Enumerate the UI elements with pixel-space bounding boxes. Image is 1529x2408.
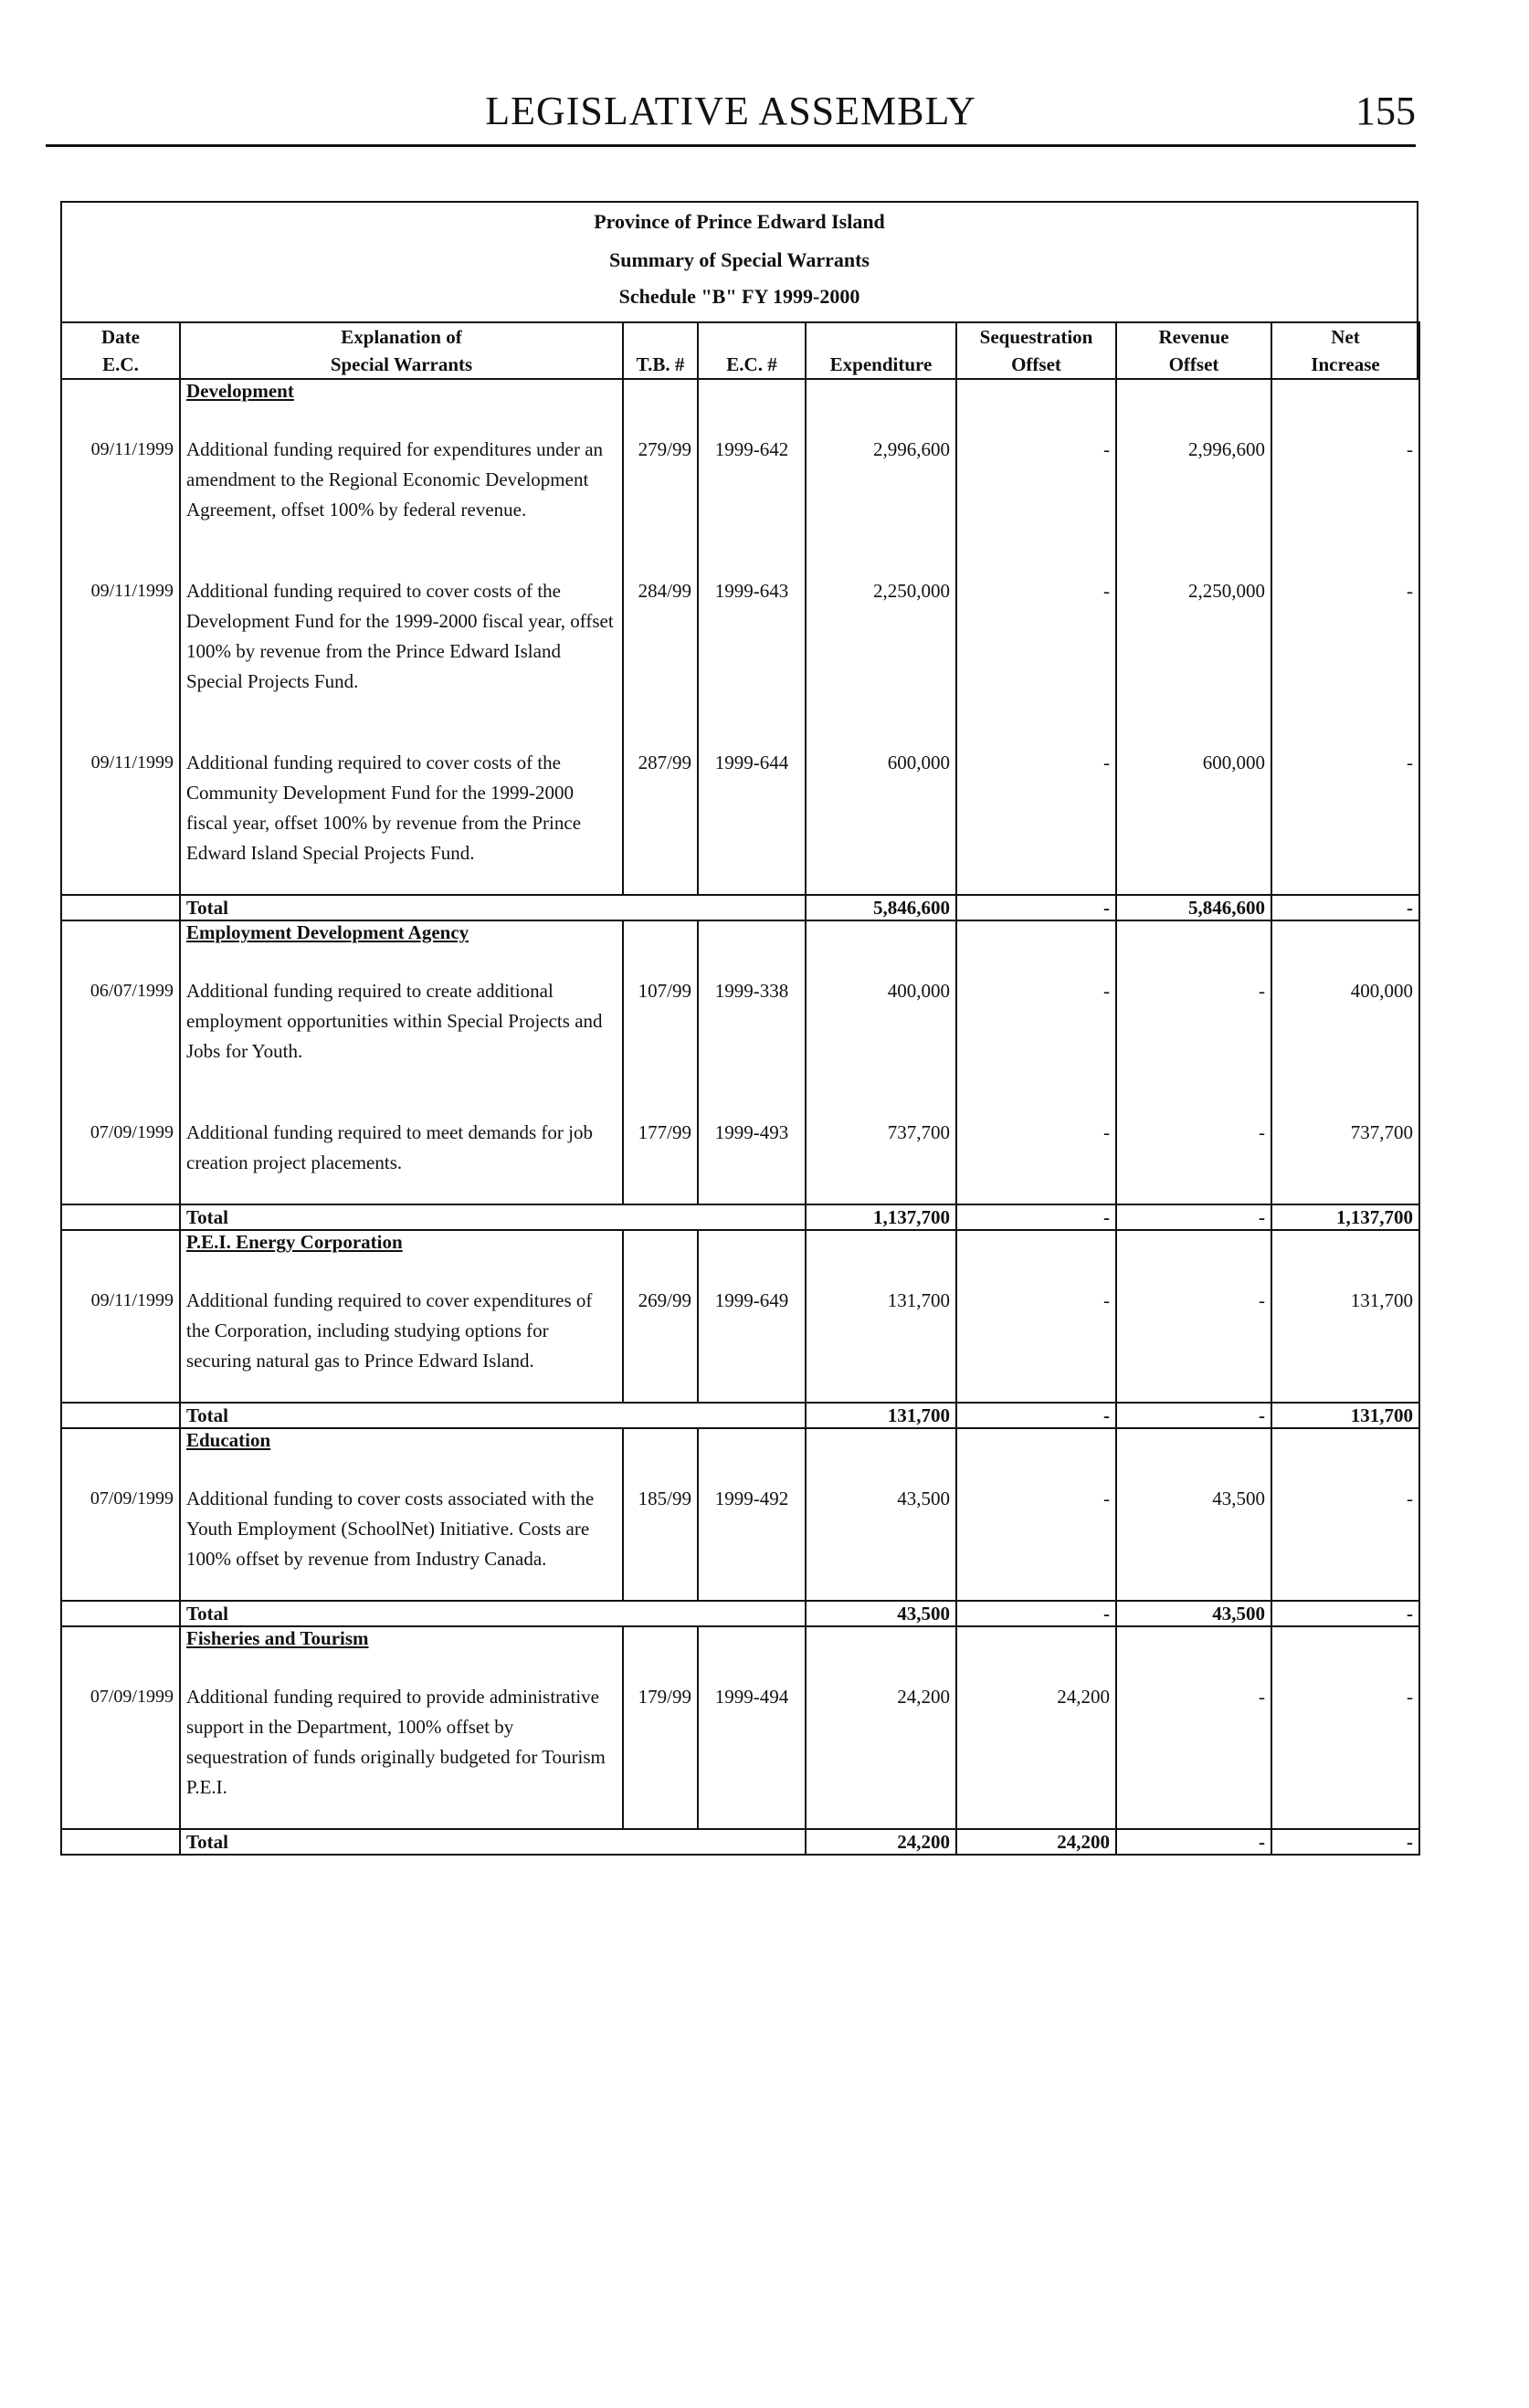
warrant-ec-number: 1999-649 — [698, 1260, 806, 1403]
section-date-empty — [61, 1230, 180, 1260]
warrant-explanation: Additional funding required to create additional employment opportunities within Special Projects and Jobs for Youth. — [180, 951, 623, 1092]
section-empty-cell — [956, 379, 1116, 409]
warrant-tb-number: 284/99 — [623, 551, 698, 722]
section-empty-cell — [623, 920, 698, 951]
section-empty-cell — [806, 1230, 956, 1260]
section-header-row — [61, 1626, 1419, 1656]
column-header-row — [61, 322, 1419, 379]
col-header-sequestration: Sequestration Offset — [956, 322, 1116, 379]
section-empty-cell — [698, 1428, 806, 1458]
section-date-empty — [61, 1428, 180, 1458]
warrant-date: 09/11/1999 — [61, 1260, 180, 1403]
total-expenditure: 43,500 — [806, 1601, 956, 1626]
total-revenue: - — [1116, 1204, 1271, 1230]
col-header-revenue: Revenue Offset — [1116, 322, 1271, 379]
warrant-tb-number: 177/99 — [623, 1092, 698, 1204]
warrant-net-increase: 400,000 — [1271, 951, 1419, 1092]
section-empty-cell — [1116, 1230, 1271, 1260]
total-expenditure: 24,200 — [806, 1829, 956, 1855]
warrant-explanation: Additional funding required to cover costs of the Community Development Fund for the 1999-2000 fiscal year, offset 100% by revenue from the Prince Edward Island Special Projects Fund. — [180, 722, 623, 895]
total-date-empty — [61, 1601, 180, 1626]
total-date-empty — [61, 895, 180, 920]
table-row — [61, 409, 1419, 551]
section-empty-cell — [956, 1626, 1116, 1656]
warrant-explanation: Additional funding required to meet demands for job creation project placements. — [180, 1092, 623, 1204]
warrant-ec-number: 1999-338 — [698, 951, 806, 1092]
warrant-net-increase: - — [1271, 1458, 1419, 1601]
warrant-net-increase: - — [1271, 1656, 1419, 1829]
section-empty-cell — [698, 920, 806, 951]
warrant-net-increase: 131,700 — [1271, 1260, 1419, 1403]
section-empty-cell — [1116, 379, 1271, 409]
warrant-explanation: Additional funding to cover costs associated with the Youth Employment (SchoolNet) Initiative. Costs are 100% offset by revenue from Industry Canada. — [180, 1458, 623, 1601]
section-empty-cell — [1116, 1428, 1271, 1458]
total-label: Total — [180, 1403, 806, 1428]
warrant-tb-number: 269/99 — [623, 1260, 698, 1403]
total-date-empty — [61, 1403, 180, 1428]
total-expenditure: 1,137,700 — [806, 1204, 956, 1230]
total-label: Total — [180, 1204, 806, 1230]
total-row — [61, 895, 1419, 920]
warrant-revenue-offset: 2,250,000 — [1116, 551, 1271, 722]
warrant-revenue-offset: - — [1116, 951, 1271, 1092]
section-empty-cell — [806, 1626, 956, 1656]
warrant-ec-number: 1999-494 — [698, 1656, 806, 1829]
total-row — [61, 1601, 1419, 1626]
total-row — [61, 1829, 1419, 1855]
warrant-revenue-offset: 2,996,600 — [1116, 409, 1271, 551]
warrant-tb-number: 185/99 — [623, 1458, 698, 1601]
warrant-tb-number: 279/99 — [623, 409, 698, 551]
section-empty-cell — [698, 379, 806, 409]
total-sequestration: - — [956, 1601, 1116, 1626]
section-empty-cell — [623, 1230, 698, 1260]
total-label: Total — [180, 895, 806, 920]
total-sequestration: - — [956, 1403, 1116, 1428]
warrant-sequestration-offset: - — [956, 1092, 1116, 1204]
section-empty-cell — [1271, 1428, 1419, 1458]
total-sequestration: 24,200 — [956, 1829, 1116, 1855]
table-row — [61, 951, 1419, 1092]
section-name-cell — [180, 1230, 623, 1260]
page-number: 155 — [1355, 89, 1416, 133]
warrant-sequestration-offset: - — [956, 409, 1116, 551]
warrant-expenditure: 737,700 — [806, 1092, 956, 1204]
section-empty-cell — [623, 1428, 698, 1458]
section-empty-cell — [806, 920, 956, 951]
section-name-cell — [180, 1626, 623, 1656]
total-expenditure: 131,700 — [806, 1403, 956, 1428]
section-name: P.E.I. Energy Corporation — [186, 1231, 403, 1253]
page-title: LEGISLATIVE ASSEMBLY — [485, 89, 976, 133]
section-name: Development — [186, 380, 294, 402]
total-expenditure: 5,846,600 — [806, 895, 956, 920]
warrants-table — [60, 321, 1420, 1856]
warrant-revenue-offset: - — [1116, 1656, 1271, 1829]
col-header-ec: E.C. # — [698, 322, 806, 379]
warrant-date: 07/09/1999 — [61, 1458, 180, 1601]
section-name-cell — [180, 379, 623, 409]
warrant-net-increase: 737,700 — [1271, 1092, 1419, 1204]
section-empty-cell — [956, 1428, 1116, 1458]
warrant-explanation: Additional funding required to cover expenditures of the Corporation, including studying options for securing natural gas to Prince Edward Island. — [180, 1260, 623, 1403]
table-body — [61, 379, 1419, 1855]
warrant-date: 09/11/1999 — [61, 551, 180, 722]
warrant-expenditure: 2,996,600 — [806, 409, 956, 551]
total-revenue: 5,846,600 — [1116, 895, 1271, 920]
section-empty-cell — [623, 1626, 698, 1656]
warrant-expenditure: 131,700 — [806, 1260, 956, 1403]
warrant-date: 09/11/1999 — [61, 722, 180, 895]
table-row — [61, 722, 1419, 895]
total-sequestration: - — [956, 1204, 1116, 1230]
table-row — [61, 1092, 1419, 1204]
section-empty-cell — [698, 1626, 806, 1656]
section-date-empty — [61, 379, 180, 409]
total-label: Total — [180, 1601, 806, 1626]
warrant-ec-number: 1999-644 — [698, 722, 806, 895]
total-net: 131,700 — [1271, 1403, 1419, 1428]
section-empty-cell — [1271, 1230, 1419, 1260]
section-empty-cell — [623, 379, 698, 409]
warrant-revenue-offset: 43,500 — [1116, 1458, 1271, 1601]
total-date-empty — [61, 1204, 180, 1230]
total-net: 1,137,700 — [1271, 1204, 1419, 1230]
warrant-net-increase: - — [1271, 722, 1419, 895]
section-header-row — [61, 1428, 1419, 1458]
total-row — [61, 1204, 1419, 1230]
table-row — [61, 1458, 1419, 1601]
col-header-date: Date E.C. — [61, 322, 180, 379]
col-header-net: Net Increase — [1271, 322, 1419, 379]
warrant-explanation: Additional funding required to cover costs of the Development Fund for the 1999-2000 fiscal year, offset 100% by revenue from the Prince Edward Island Special Projects Fund. — [180, 551, 623, 722]
section-empty-cell — [806, 1428, 956, 1458]
warrant-date: 06/07/1999 — [61, 951, 180, 1092]
warrant-sequestration-offset: - — [956, 1260, 1116, 1403]
total-revenue: - — [1116, 1403, 1271, 1428]
section-empty-cell — [1116, 1626, 1271, 1656]
section-empty-cell — [956, 920, 1116, 951]
section-empty-cell — [1116, 920, 1271, 951]
warrant-date: 07/09/1999 — [61, 1092, 180, 1204]
warrant-expenditure: 400,000 — [806, 951, 956, 1092]
section-date-empty — [61, 920, 180, 951]
warrant-ec-number: 1999-493 — [698, 1092, 806, 1204]
warrant-revenue-offset: - — [1116, 1092, 1271, 1204]
section-empty-cell — [1271, 1626, 1419, 1656]
section-header-row — [61, 1230, 1419, 1260]
warrant-tb-number: 107/99 — [623, 951, 698, 1092]
section-empty-cell — [1271, 379, 1419, 409]
warrant-revenue-offset: - — [1116, 1260, 1271, 1403]
total-net: - — [1271, 895, 1419, 920]
section-name: Fisheries and Tourism — [186, 1627, 369, 1649]
total-net: - — [1271, 1829, 1419, 1855]
table-row — [61, 1656, 1419, 1829]
section-empty-cell — [698, 1230, 806, 1260]
section-empty-cell — [956, 1230, 1116, 1260]
page-header — [46, 88, 1416, 152]
section-date-empty — [61, 1626, 180, 1656]
warrant-tb-number: 287/99 — [623, 722, 698, 895]
warrant-explanation: Additional funding required to provide administrative support in the Department, 100% offset by sequestration of funds originally budgeted for Tourism P.E.I. — [180, 1656, 623, 1829]
table-row — [61, 551, 1419, 722]
warrant-expenditure: 2,250,000 — [806, 551, 956, 722]
warrant-date: 09/11/1999 — [61, 409, 180, 551]
warrant-expenditure: 43,500 — [806, 1458, 956, 1601]
table-row — [61, 1260, 1419, 1403]
warrant-net-increase: - — [1271, 551, 1419, 722]
warrant-sequestration-offset: - — [956, 951, 1116, 1092]
schedule-title-schedule: Schedule "B" FY 1999-2000 — [618, 285, 860, 308]
warrant-tb-number: 179/99 — [623, 1656, 698, 1829]
total-net: - — [1271, 1601, 1419, 1626]
section-name: Employment Development Agency — [186, 921, 469, 943]
warrant-net-increase: - — [1271, 409, 1419, 551]
section-empty-cell — [806, 379, 956, 409]
schedule-title-summary: Summary of Special Warrants — [609, 248, 870, 271]
section-name-cell — [180, 920, 623, 951]
warrant-expenditure: 600,000 — [806, 722, 956, 895]
section-name: Education — [186, 1429, 271, 1451]
col-header-expenditure: Expenditure — [806, 322, 956, 379]
section-header-row — [61, 379, 1419, 409]
warrant-expenditure: 24,200 — [806, 1656, 956, 1829]
warrant-ec-number: 1999-492 — [698, 1458, 806, 1601]
col-header-explanation: Explanation of Special Warrants — [180, 322, 623, 379]
warrant-sequestration-offset: - — [956, 1458, 1116, 1601]
warrant-revenue-offset: 600,000 — [1116, 722, 1271, 895]
schedule-title-province: Province of Prince Edward Island — [594, 210, 885, 233]
warrant-sequestration-offset: - — [956, 551, 1116, 722]
warrant-explanation: Additional funding required for expenditures under an amendment to the Regional Economic Development Agreement, offset 100% by federal revenue. — [180, 409, 623, 551]
warrant-ec-number: 1999-643 — [698, 551, 806, 722]
section-name-cell — [180, 1428, 623, 1458]
total-revenue: 43,500 — [1116, 1601, 1271, 1626]
section-empty-cell — [1271, 920, 1419, 951]
total-sequestration: - — [956, 895, 1116, 920]
section-header-row — [61, 920, 1419, 951]
header-rule — [46, 144, 1416, 147]
total-date-empty — [61, 1829, 180, 1855]
total-revenue: - — [1116, 1829, 1271, 1855]
warrant-date: 07/09/1999 — [61, 1656, 180, 1829]
warrant-sequestration-offset: 24,200 — [956, 1656, 1116, 1829]
total-row — [61, 1403, 1419, 1428]
warrant-ec-number: 1999-642 — [698, 409, 806, 551]
warrant-sequestration-offset: - — [956, 722, 1116, 895]
total-label: Total — [180, 1829, 806, 1855]
col-header-tb: T.B. # — [623, 322, 698, 379]
